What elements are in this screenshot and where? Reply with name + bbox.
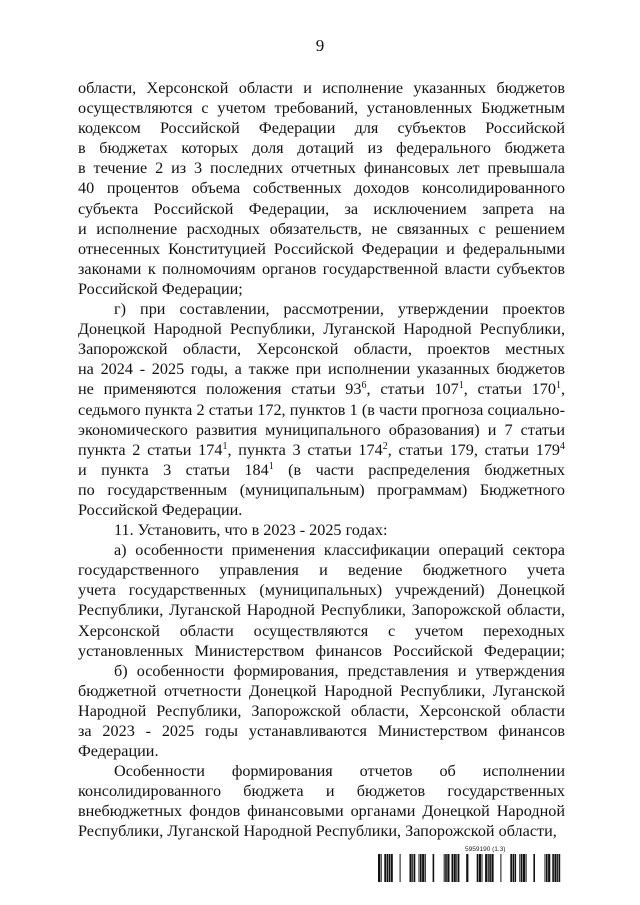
text-line: Запорожской области, Херсонской области, проектов местных xyxy=(78,340,565,359)
text-line: по государственным (муниципальным) программам) Бюджетного xyxy=(78,480,565,499)
text-line: Республики, Луганской Народной Республики, Запорожской области, xyxy=(78,822,557,841)
text-line: установленных Министерством финансов Российской Федерации; xyxy=(78,641,565,660)
text-line: в течение 2 из 3 последних отчетных финансовых лет превышала xyxy=(78,159,565,178)
text-line: за 2023 - 2025 годы устанавливаются Министерством финансов xyxy=(78,722,565,740)
text-line: в бюджетах которых доля дотаций из федерального бюджета xyxy=(78,139,565,158)
text-line: бюджетной отчетности Донецкой Народной Республики, Луганской xyxy=(78,681,565,700)
text-line: 11. Установить, что в 2023 - 2025 годах: xyxy=(114,521,388,540)
text-line: консолидированного бюджета и бюджетов государственных xyxy=(78,782,565,801)
text-line: субъекта Российской Федерации, за исключением запрета на xyxy=(78,199,565,218)
text-line: Херсонской области осуществляются с учетом переходных xyxy=(78,621,565,640)
text-line: государственного управления и ведение бюджетного учета xyxy=(78,561,565,580)
page-number: 9 xyxy=(315,36,325,55)
text-line: законами к полномочиям органов государственной власти субъектов xyxy=(78,259,565,278)
text-line: Федерации. xyxy=(78,742,159,761)
text-line: пункта 2 статьи $174^1$, пункта 3 статьи $174^2$, статьи 179, статьи $179^4$ xyxy=(78,440,565,459)
text-line: и пункта 3 статьи $184^1$ (в части распределения бюджетных xyxy=(78,460,565,479)
text-line: на 2024 - 2025 годы, а также при исполнении указанных бюджетов xyxy=(78,360,565,379)
text-line: б) особенности формирования, представления и утверждения xyxy=(114,661,565,680)
text-line: Народной Республики, Запорожской области, Херсонской области xyxy=(78,701,565,720)
text-line: 40 процентов объема собственных доходов консолидированного xyxy=(78,179,565,198)
text-line: Российской Федерации; xyxy=(78,279,243,298)
text-line: области, Херсонской области и исполнение указанных бюджетов xyxy=(78,79,565,97)
text-line: кодексом Российской Федерации для субъектов Российской xyxy=(78,119,565,138)
text-line: учета государственных (муниципальных) учреждений) Донецкой xyxy=(78,581,565,600)
text-line: Республики, Луганской Народной Республики, Запорожской области, xyxy=(78,601,565,620)
document-body xyxy=(78,78,565,842)
text-line: внебюджетных фондов финансовыми органами Донецкой Народной xyxy=(78,802,565,821)
text-line: седьмого пункта 2 статьи 172, пунктов 1 (в части прогноза социально- xyxy=(78,400,565,419)
text-line: а) особенности применения классификации операций сектора xyxy=(114,541,565,560)
text-line: не применяются положения статьи $93^6$, статьи $107^1$, статьи $170^1$, xyxy=(78,380,565,399)
text-line: г) при составлении, рассмотрении, утверждении проектов xyxy=(114,300,565,319)
barcode-label: 5959190 (1.3) xyxy=(465,846,506,853)
text-line: осуществляются с учетом требований, установленных Бюджетным xyxy=(78,99,565,118)
barcode-image xyxy=(378,854,565,882)
text-line: Российской Федерации. xyxy=(78,500,243,519)
text-line: экономического развития муниципального образования) и 7 статьи xyxy=(78,420,565,439)
text-line: Донецкой Народной Республики, Луганской Народной Республики, xyxy=(78,320,565,339)
text-line: и исполнение расходных обязательств, не связанных с решением xyxy=(78,219,565,238)
text-line: Особенности формирования отчетов об исполнении xyxy=(114,762,565,781)
text-line: отнесенных Конституцией Российской Федерации и федеральными xyxy=(78,239,565,258)
